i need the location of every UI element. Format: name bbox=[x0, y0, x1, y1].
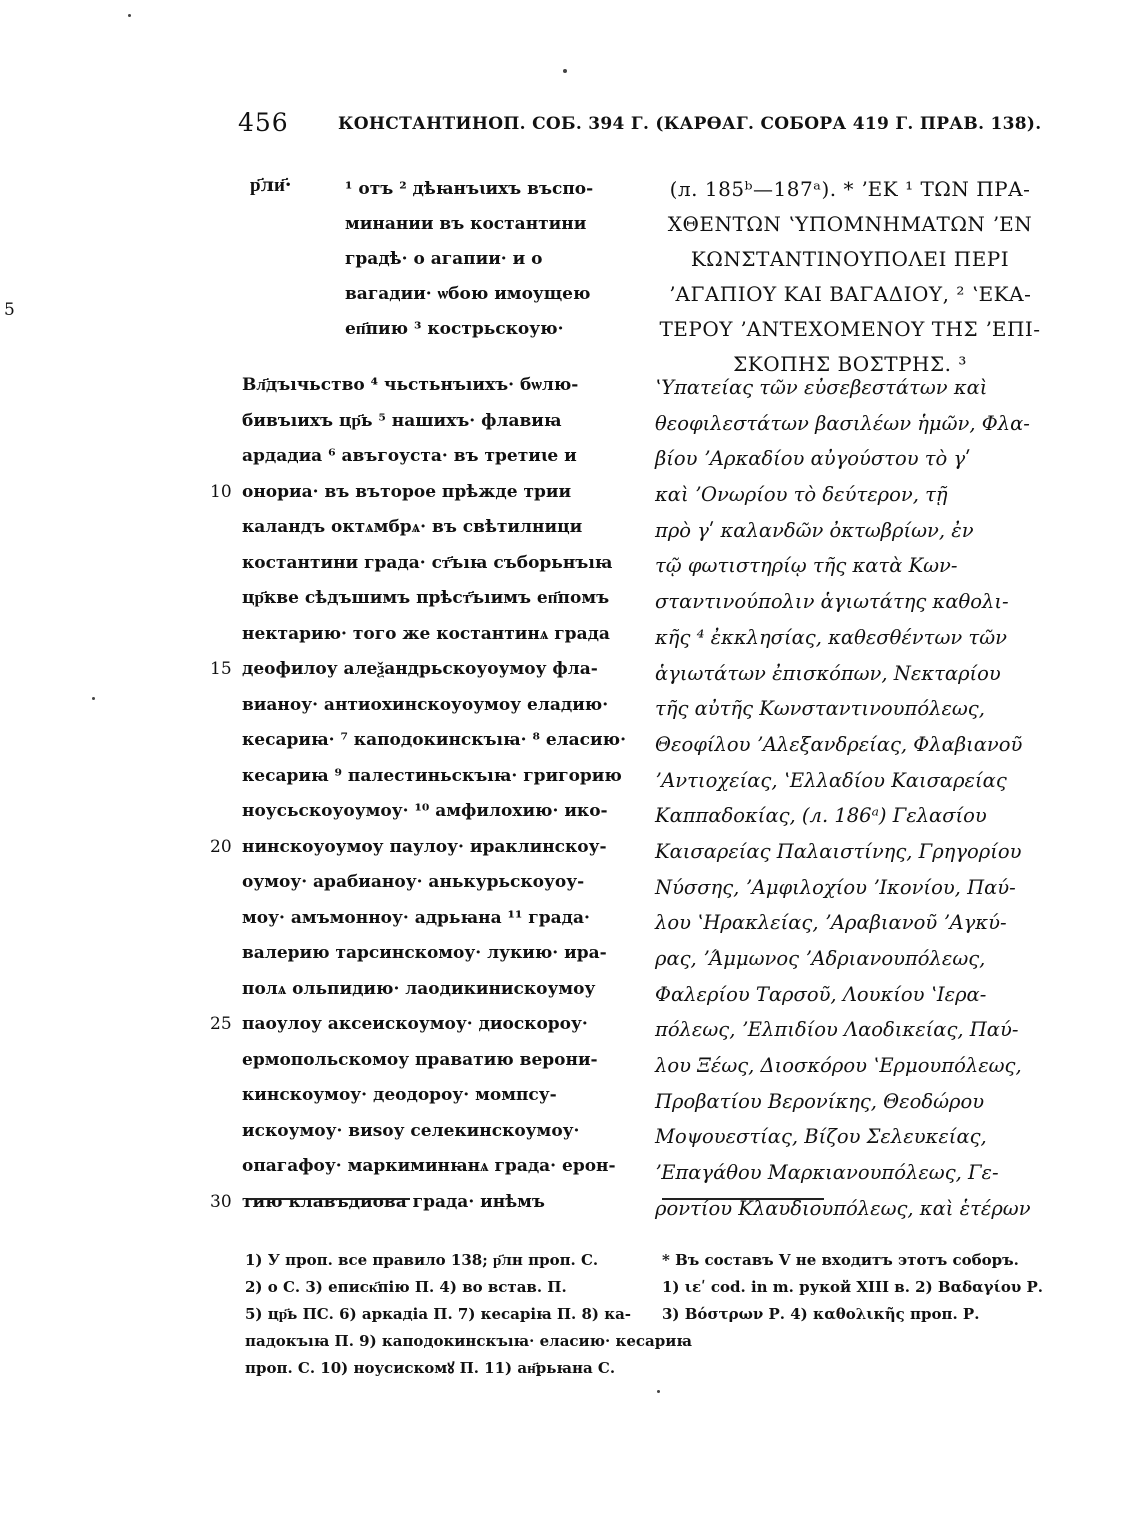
text-line bbox=[210, 546, 635, 582]
line-text: моу· амъмонноу· адрьꙗна ¹¹ града· bbox=[242, 907, 590, 928]
line-number: 20 bbox=[210, 836, 232, 857]
text-line bbox=[210, 581, 635, 617]
line-number: 30 bbox=[210, 1191, 232, 1212]
text-line bbox=[210, 617, 635, 653]
line-text: каландъ октѧмбрѧ· въ свѣтилници bbox=[242, 517, 583, 537]
line-text: кесариꙗ ⁹ палестиньскъıꙗ· григорию bbox=[242, 765, 622, 786]
text-line: Καππαδοκίας, (л. 186ᵃ) Γελασίου bbox=[655, 804, 987, 828]
text-line: λου Ξέως, Διοσκόρου ʽΕρμουπόλεως, bbox=[655, 1054, 1022, 1078]
text-line bbox=[210, 865, 635, 901]
page-header bbox=[238, 108, 1042, 148]
right-column-heading bbox=[655, 172, 1045, 382]
line-text: полѧ ольпидию· лаодикинискоумоу bbox=[242, 978, 596, 999]
left-heading-lines bbox=[345, 172, 635, 347]
line-text: кинскоумоу· деодороу· момпсу- bbox=[242, 1085, 557, 1105]
text-line: λου ʽΗρακλείας, ʼΑραβιανοῦ ʼΑγκύ- bbox=[655, 911, 1007, 935]
footnote-line: 2) о С. 3) еписк҃пію П. 4) во встав. П. bbox=[245, 1278, 567, 1296]
line-text: нектарию· того же костантинѧ града bbox=[242, 623, 610, 644]
heading-line: (л. 185ᵇ—187ᵃ). * ʼΕΚ ¹ ΤΩΝ ΠΡΑ- bbox=[669, 177, 1031, 201]
rule-number-label: р҃ли҃· bbox=[250, 174, 292, 196]
text-line: ρας, ʼΆμμωνος ʼΑδριανουπόλεως, bbox=[655, 947, 986, 970]
left-column-body bbox=[210, 368, 635, 1220]
text-line: Νύσσης, ʼΑμφιλοχίου ʼΙκονίου, Παύ- bbox=[655, 875, 1016, 899]
text-line bbox=[210, 794, 635, 830]
running-head: КОНСТАНТИНОП. СОБ. 394 Г. (КАРѲАГ. СОБОРА 419 Г. ПРАВ. 138). bbox=[338, 114, 1042, 134]
line-number-5: 5 bbox=[4, 300, 15, 320]
text-line: κῆς ⁴ ἐκκλησίας, καθεσθέντων τῶν bbox=[655, 625, 1007, 649]
text-line bbox=[210, 652, 635, 688]
text-line bbox=[210, 404, 635, 440]
text-line bbox=[210, 510, 635, 546]
line-number: 25 bbox=[210, 1014, 232, 1034]
text-line: θεοφιλεστάτων βασιλέων ἡμῶν, Φλα- bbox=[655, 411, 1030, 435]
line-text: искоумоу· виѕоу селекинскоумоу· bbox=[242, 1120, 580, 1141]
text-line bbox=[210, 830, 635, 866]
text-line: ροντίου Κλαυδιουπόλεως, καὶ ἑτέρων bbox=[655, 1196, 1031, 1220]
text-line bbox=[210, 368, 635, 404]
heading-line: ΚΩΝΣΤΑΝΤΙΝΟΥΠΟΛΕΙ ΠΕΡΙ bbox=[690, 247, 1010, 271]
text-line: Καισαρείας Παλαιστίνης, Γρηγορίου bbox=[655, 839, 1022, 863]
line-text: Вл҃дъıчьство ⁴ чьстьнъıихъ· бѡлю- bbox=[242, 375, 579, 395]
line-text: нинскоуоумоу паулоу· ираклинскоу- bbox=[242, 836, 607, 857]
right-column-body bbox=[655, 370, 1050, 1227]
footnote-line: * Въ составъ V не входитъ этотъ соборъ. bbox=[662, 1251, 1019, 1269]
text-line bbox=[210, 759, 635, 795]
text-line bbox=[210, 1149, 635, 1185]
line-number: 10 bbox=[210, 481, 232, 502]
text-line: ʼΕπαγάθου Μαρκιανουπόλεως, Γε- bbox=[655, 1161, 999, 1185]
line-text: ермопольскомоу праватию верони- bbox=[242, 1049, 598, 1070]
footnote-rule-right bbox=[662, 1198, 824, 1200]
print-speck bbox=[657, 1390, 660, 1393]
footnote-line: 3) Βόστρων Р. 4) καθολικῆς проп. Р. bbox=[662, 1305, 980, 1323]
text-line bbox=[210, 972, 635, 1008]
text-line: καὶ ʼΟνωρίου τὸ δεύτερον, τῇ bbox=[655, 483, 948, 507]
footnote-line: 5) цр҃ь ПС. 6) аркадіа П. 7) кесаріꙗ П. 8) ка- bbox=[245, 1305, 632, 1323]
line-text: деофилоу алеѯандрьскоуоумоу фла- bbox=[242, 659, 598, 679]
text-line bbox=[210, 1043, 635, 1079]
text-line bbox=[210, 475, 635, 511]
line-text: опагафоу· маркиминꙗнѧ града· ерон- bbox=[242, 1156, 616, 1176]
line-text: онориа· въ въторое прѣжде трии bbox=[242, 481, 572, 502]
text-line: ʼΑντιοχείας, ʽΕλλαδίου Καισαρείας bbox=[655, 768, 1007, 792]
footnotes-left bbox=[245, 1247, 692, 1382]
line-text: цр҃кве сѣдъшимъ прѣст҃ъıимъ еп҃помъ bbox=[242, 588, 610, 608]
text-line: πρὸ γʹ καλανδῶν ὀκτωβρίων, ἐν bbox=[655, 518, 974, 542]
print-speck bbox=[92, 697, 95, 700]
text-line: ἁγιωτάτων ἐπισκόπων, Νεκταρίου bbox=[655, 661, 1001, 685]
heading-line: ¹ отъ ² дѣꙗнъꙇихъ въспо- bbox=[345, 179, 594, 199]
text-line bbox=[210, 1007, 635, 1043]
text-line: τῷ φωτιστηρίῳ τῆς κατὰ Κων- bbox=[655, 554, 958, 578]
text-line: Θεοφίλου ʼΑλεξανδρείας, Φλαβιανοῦ bbox=[655, 732, 1023, 756]
line-text: паоулоу аксеискоумоу· диоскороу· bbox=[242, 1014, 588, 1034]
text-line bbox=[210, 1185, 635, 1221]
heading-line: градѣ· о агапии· и о bbox=[345, 249, 543, 269]
line-text: валерию тарсинскомоу· лукию· ира- bbox=[242, 943, 607, 963]
footnote-line: проп. С. 10) ноусискомꙋ П. 11) ан҃рьꙗна С. bbox=[245, 1359, 616, 1377]
heading-line: ʼΑΓΑΠΙΟΥ ΚΑΙ ΒΑΓΑΔΙΟΥ, ² ʽΕΚΑ- bbox=[668, 282, 1032, 306]
heading-line: ΧΘΕΝΤΩΝ ʽΥΠΟΜΝΗΜΑΤΩΝ ʼΕΝ bbox=[667, 212, 1033, 236]
line-text: ноусьскоуоумоу· ¹⁰ амфилохию· ико- bbox=[242, 801, 608, 821]
text-line: τῆς αὐτῆς Κωνσταντινουπόλεως, bbox=[655, 697, 985, 721]
text-line: ʽΥπατείας τῶν εὐσεβεστάτων καὶ bbox=[655, 376, 988, 399]
line-text: ардадиа ⁶ авъгоуста· въ третиꙇе и bbox=[242, 446, 577, 466]
text-line bbox=[210, 1114, 635, 1150]
line-text: оумоу· арабианоу· анькурьскоуоу- bbox=[242, 872, 585, 892]
text-line bbox=[210, 688, 635, 724]
footnote-line: падокъıꙗ П. 9) каподокинскъıꙗ· еласию· кесариꙗ bbox=[245, 1332, 692, 1350]
text-line: σταντινούπολιν ἁγιωτάτης καθολι- bbox=[655, 590, 1009, 614]
print-speck bbox=[128, 14, 131, 17]
text-line: Μοψουεστίας, Βίζου Σελευκείας, bbox=[655, 1125, 987, 1149]
heading-line: минании въ костантини bbox=[345, 214, 587, 234]
text-line: βίου ʼΑρκαδίου αὐγούστου τὸ γʹ bbox=[655, 447, 971, 471]
footnote-rule-left bbox=[248, 1198, 410, 1200]
line-number: 15 bbox=[210, 659, 232, 679]
line-text: вианоу· антиохинскоуоумоу еладию· bbox=[242, 694, 609, 715]
text-line bbox=[210, 901, 635, 937]
page-number: 456 bbox=[238, 108, 289, 137]
footnote-line: 1) У прoп. все правило 138; р҃лн прoп. С. bbox=[245, 1251, 599, 1269]
text-line: Προβατίου Βερονίκης, Θεοδώρου bbox=[655, 1089, 985, 1113]
line-text: кесариꙗ· ⁷ каподокинскъıꙗ· ⁸ еласию· bbox=[242, 730, 626, 750]
heading-line: ΣΚΟΠΗΣ ΒΟΣΤΡΗΣ. ³ bbox=[733, 352, 967, 376]
line-text: костантини града· ст҃ъıꙗ съборьнъıꙗ bbox=[242, 552, 613, 573]
heading-line: еп҃пию ³ кострьскоую· bbox=[345, 319, 564, 339]
print-speck bbox=[563, 69, 567, 73]
text-line bbox=[210, 723, 635, 759]
text-line bbox=[210, 439, 635, 475]
text-line: Φαλερίου Ταρσοῦ, Λουκίου ʽΙερα- bbox=[655, 982, 987, 1006]
line-text: тию клавъдиова града· инѣмъ bbox=[242, 1191, 545, 1212]
footnote-line: 1) ιεʹ cod. in m. рукой XIII в. 2) Βαδαγίου Р. bbox=[662, 1278, 1043, 1296]
text-line bbox=[210, 936, 635, 972]
footnotes-right bbox=[662, 1247, 1052, 1328]
heading-line: ΤΕΡΟΥ ʼΑΝΤΕΧΟΜΕΝΟΥ ΤΗΣ ʼΕΠΙ- bbox=[659, 317, 1041, 341]
text-line bbox=[210, 1078, 635, 1114]
line-text: бивъıихъ цр҃ь ⁵ нашихъ· флавиꙗ bbox=[242, 410, 562, 431]
heading-line: вагадии· ѡбою имоущею bbox=[345, 284, 591, 304]
text-line: πόλεως, ʼΕλπιδίου Λαοδικείας, Παύ- bbox=[655, 1018, 1019, 1042]
